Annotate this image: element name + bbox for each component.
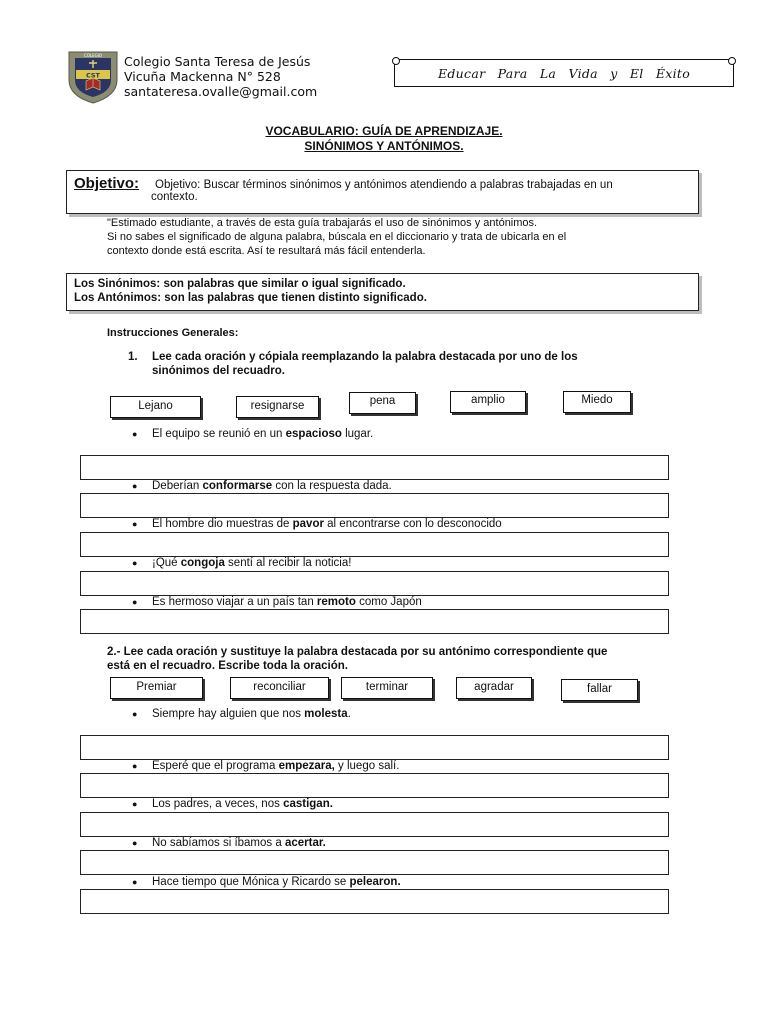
instructions-title: Instrucciones Generales:: [107, 327, 239, 339]
synonym-word-box: Lejano: [110, 396, 201, 418]
synonym-word-box: amplio: [450, 391, 526, 413]
highlighted-word: empezara,: [278, 760, 335, 772]
section1-instruction-line-1: Lee cada oración y cópiala reemplazando la palabra destacada por uno de los: [152, 351, 578, 363]
answer-box[interactable]: [80, 571, 669, 596]
objective-label: Objetivo:: [74, 175, 140, 192]
motto-text: Educar Para La Vida y El Éxito: [437, 66, 691, 81]
title-line-2: SINÓNIMOS Y ANTÓNIMOS.: [304, 139, 464, 153]
antonym-word-box: terminar: [341, 677, 433, 699]
objective-text-line-1: Objetivo: Buscar términos sinónimos y antónimos atendiendo a palabras trabajadas en un: [155, 179, 613, 191]
bullet-icon: ●: [132, 799, 138, 809]
highlighted-word: remoto: [316, 596, 356, 608]
answer-box[interactable]: [80, 609, 669, 634]
intro-paragraph: [107, 216, 647, 258]
synonym-word-box: pena: [349, 392, 416, 414]
synonym-word-box: resignarse: [236, 396, 319, 418]
answer-box[interactable]: [80, 455, 669, 480]
definitions-box: [66, 273, 699, 311]
bullet-icon: ●: [132, 429, 138, 439]
objective-text-line-2: contexto.: [151, 191, 198, 203]
crest-lettering-top: COLEGIO: [83, 53, 103, 58]
antonym-word-box: Premiar: [110, 677, 203, 699]
document-title: [0, 124, 768, 154]
answer-box[interactable]: [80, 773, 669, 798]
answer-box[interactable]: [80, 850, 669, 875]
synonyms-definition: Los Sinónimos: son palabras que similar o igual significado.: [74, 278, 406, 290]
section1-instruction-line-2: sinónimos del recuadro.: [152, 365, 285, 377]
antonym-word-box: agradar: [456, 677, 532, 699]
bullet-icon: ●: [132, 877, 138, 887]
intro-line-2: Si no sabes el significado de alguna palabra, búscala en el diccionario y trata de ubicarla en el: [107, 231, 567, 243]
bullet-icon: ●: [132, 597, 138, 607]
bullet-icon: ●: [132, 558, 138, 568]
school-address: Vicuña Mackenna N° 528: [124, 69, 281, 84]
title-line-1: VOCABULARIO: GUÍA DE APRENDIZAJE.: [265, 124, 503, 138]
school-email: santateresa.ovalle@gmail.com: [124, 84, 318, 99]
highlighted-word: congoja: [180, 557, 225, 569]
section2-instruction-line-2: está en el recuadro. Escribe toda la oración.: [107, 660, 348, 672]
crest-lettering-mid: CST: [85, 71, 101, 80]
objective-text: [151, 179, 675, 203]
antonym-word-box: fallar: [561, 679, 638, 701]
answer-box[interactable]: [80, 532, 669, 557]
section2-instruction-line-1: 2.- Lee cada oración y sustituye la palabra destacada por su antónimo correspondiente que: [107, 646, 608, 658]
objective-box: [66, 170, 699, 214]
answer-box[interactable]: [80, 812, 669, 837]
section1-number: 1.: [128, 351, 138, 363]
highlighted-word: pavor: [292, 518, 324, 530]
school-crest-logo: [66, 50, 120, 104]
answer-box[interactable]: [80, 889, 669, 914]
bullet-icon: ●: [132, 481, 138, 491]
answer-box[interactable]: [80, 735, 669, 760]
antonyms-definition: Los Antónimos: son las palabras que tienen distinto significado.: [74, 292, 427, 304]
synonym-word-box: Miedo: [563, 391, 631, 413]
bullet-icon: ●: [132, 838, 138, 848]
section2-instruction: [107, 645, 667, 673]
answer-box[interactable]: [80, 493, 669, 518]
intro-line-3: contexto donde está escrita. Así te resultará más fácil entenderla.: [107, 245, 426, 257]
highlighted-word: pelearon.: [349, 876, 401, 888]
school-name: Colegio Santa Teresa de Jesús: [124, 54, 311, 69]
highlighted-word: espacioso: [285, 428, 342, 440]
school-info: [124, 54, 317, 99]
motto-scroll-box: [394, 59, 734, 87]
highlighted-word: conformarse: [202, 480, 273, 492]
antonym-word-box: reconciliar: [230, 677, 329, 699]
bullet-icon: ●: [132, 519, 138, 529]
bullet-icon: ●: [132, 761, 138, 771]
intro-line-1: "Estimado estudiante, a través de esta guía trabajarás el uso de sinónimos y antónimos.: [107, 217, 538, 229]
highlighted-word: acertar.: [284, 837, 326, 849]
highlighted-word: molesta: [304, 708, 348, 720]
highlighted-word: castigan.: [283, 798, 333, 810]
bullet-icon: ●: [132, 709, 138, 719]
